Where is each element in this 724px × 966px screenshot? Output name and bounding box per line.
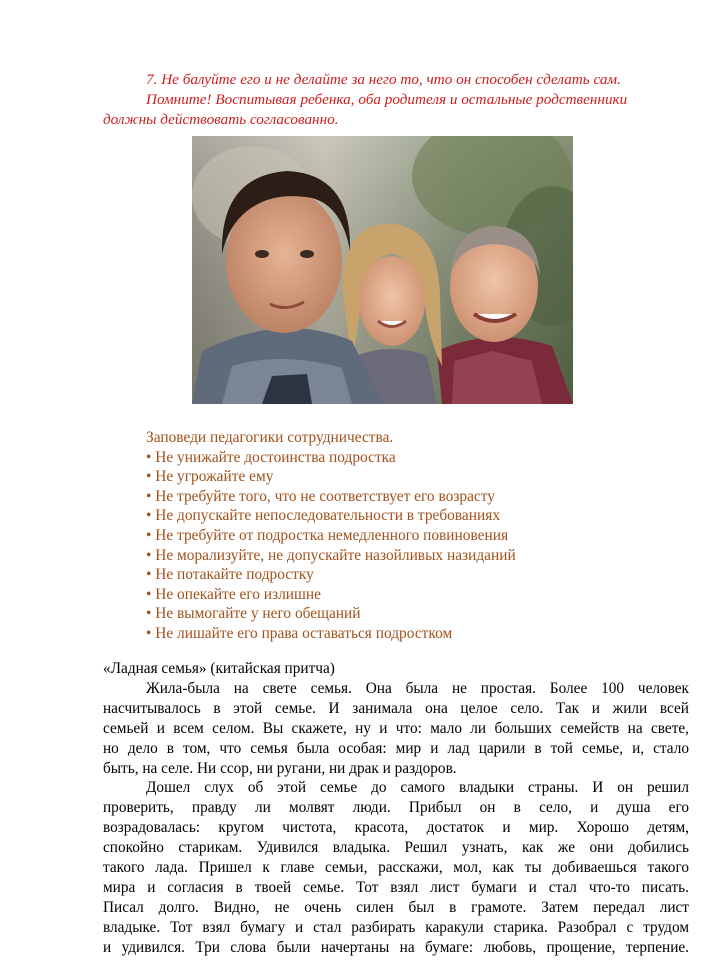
paragraph-line: проверить, правду ли молвят люди. Прибыл он в село, и душа его	[103, 799, 689, 817]
paragraph-line: Дошел слух об этой семье до самого владыки страны. И он решил	[146, 779, 689, 797]
list-item: • Не требуйте того, что не соответствует его возрасту	[146, 487, 495, 505]
list-item: • Не морализуйте, не допускайте назойливых назиданий	[146, 546, 516, 564]
paragraph-line: владыке. Тот взял бумагу и стал разбирать каракули старика. Разобрал с трудом	[103, 918, 689, 936]
paragraph-line: возрадовалась: кругом чистота, красота, достаток и мир. Хорошо детям,	[103, 819, 689, 837]
paragraph-line: и удивился. Три слова были начертаны на бумаге: любовь, прощение, терпение.	[103, 938, 689, 956]
commandments-title: Заповеди педагогики сотрудничества.	[146, 429, 394, 446]
paragraph-line: такого лада. Пришел к главе семьи, расскажи, мол, как ты добиваешься такого	[103, 859, 689, 877]
rule-7-line: 7. Не балуйте его и не делайте за него то, что он способен сделать сам.	[146, 71, 621, 88]
paragraph-line: насчитывалось в этой семье. И занимала она целое село. Так и жили всей	[103, 699, 689, 717]
list-item: • Не допускайте непоследовательности в требованиях	[146, 507, 501, 525]
family-photo	[192, 136, 573, 404]
remember-line-continued: должны действовать согласованно.	[103, 111, 339, 128]
list-item: • Не унижайте достоинства подростка	[146, 448, 396, 466]
paragraph-line: мира и согласия в твоей семье. Тот взял лист бумаги и стал что-то писать.	[103, 878, 689, 896]
remember-line: Помните! Воспитывая ребенка, оба родителя и остальные родственники	[146, 91, 628, 108]
list-item: • Не вымогайте у него обещаний	[146, 605, 361, 623]
paragraph-line: Писал долго. Видно, не очень силен был в грамоте. Затем передал лист	[103, 898, 689, 916]
story-title: «Ладная семья» (китайская притча)	[103, 660, 335, 677]
paragraph-line: быть, на селе. Ни ссор, ни ругани, ни драк и раздоров.	[103, 759, 457, 777]
list-item: • Не лишайте его права оставаться подростком	[146, 625, 453, 642]
list-item: • Не требуйте от подростка немедленного повиновения	[146, 527, 509, 544]
paragraph-line: Жила-была на свете семья. Она была не простая. Более 100 человек	[146, 679, 689, 697]
story	[103, 659, 689, 958]
family-photo-icon	[192, 136, 573, 404]
list-item: • Не потакайте подростку	[146, 566, 314, 584]
list-item: • Не опекайте его излишне	[146, 585, 321, 603]
list-item: • Не угрожайте ему	[146, 468, 274, 486]
paragraph-line: но дело в том, что семья была особая: мир и лад царили в той семье, и, стало	[103, 739, 689, 757]
paragraph-line: спокойно старикам. Удивился владыка. Решил узнать, как же они добились	[103, 839, 689, 857]
paragraph-line: семьей и всем селом. Вы скажете, ну и что: мало ли больших семейств на свете,	[103, 719, 689, 737]
